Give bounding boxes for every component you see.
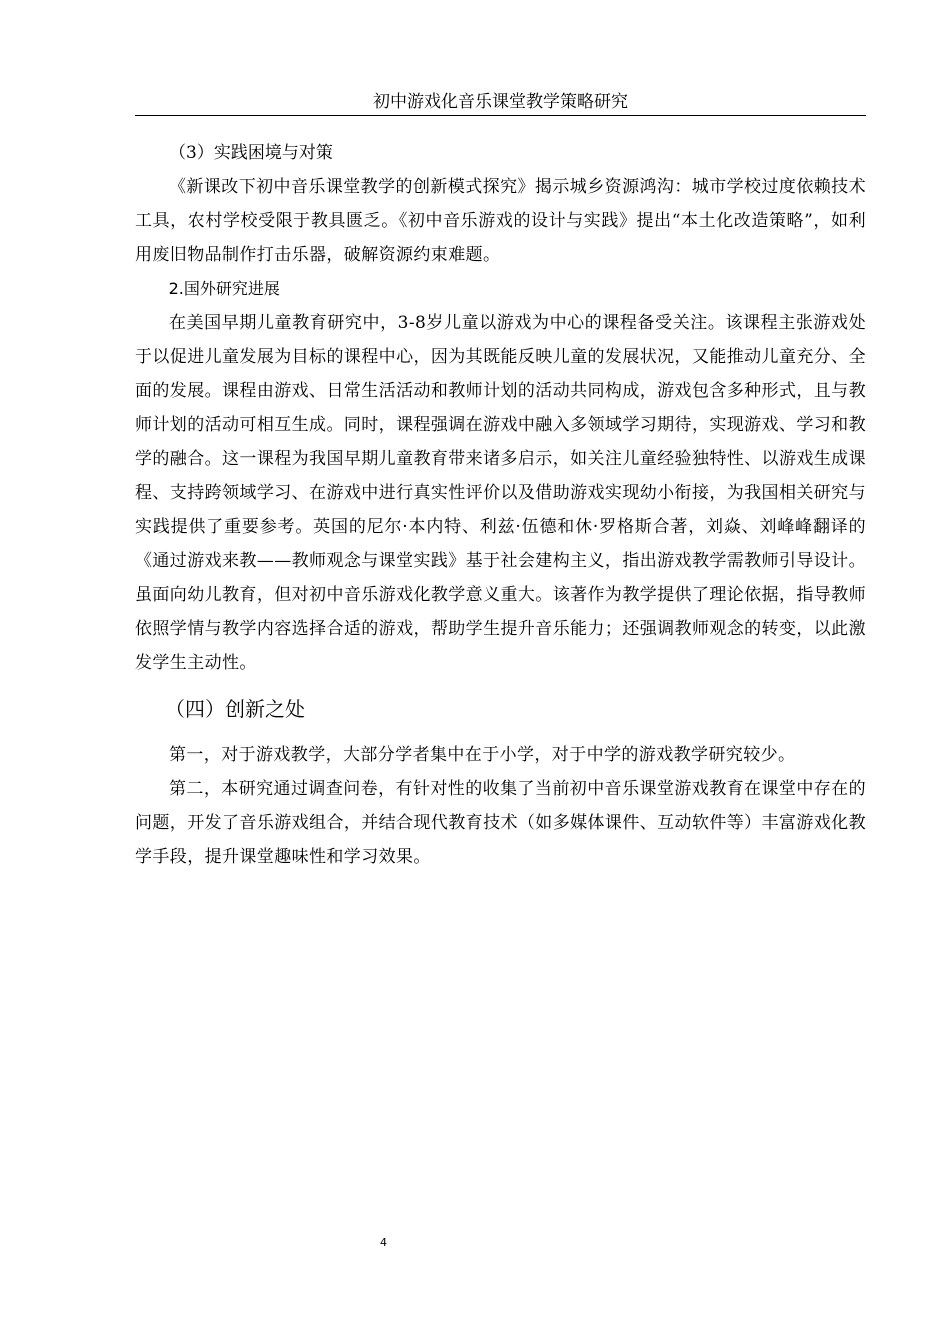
paragraph-foreign-research: 在美国早期儿童教育研究中，3-8岁儿童以游戏为中心的课程备受关注。该课程主张游戏处于以促进儿童发展为目标的课程中心，因为其既能反映儿童的发展状况，又能推动儿童充分、全面的发展。课程由游戏、日常生活活动和教师计划的活动共同构成，游戏包含多种形式，且与教师计划的活动可相互生成。同时，课程强调在游戏中融入多领域学习期待，实现游戏、学习和教学的融合。这一课程为我国早期儿童教育带来诸多启示，如关注儿童经验独特性、以游戏生成课程、支持跨领域学习、在游戏中进行真实性评价以及借助游戏实现幼小衔接，为我国相关研究与实践提供了重要参考。英国的尼尔·本内特、利兹·伍德和休·罗格斯合著，刘焱、刘峰峰翻译的《通过游戏来教——教师观念与课堂实践》基于社会建构主义，指出游戏教学需教师引导设计。虽面向幼儿教育，但对初中音乐游戏化教学意义重大。该著作为教学提供了理论依据，指导教师依照学情与教学内容选择合适的游戏，帮助学生提升音乐能力；还强调教师观念的转变，以此激发学生主动性。 <box>135 313 866 673</box>
section-heading-innovations: （四）创新之处 <box>165 697 305 721</box>
paragraph-innovation-first: 第一，对于游戏教学，大部分学者集中在于小学，对于中学的游戏教学研究较少。 <box>169 745 796 765</box>
header-rule <box>135 115 866 116</box>
running-header: 初中游戏化音乐课堂教学策略研究 <box>373 92 628 112</box>
subsection-heading-foreign-research: 2.国外研究进展 <box>168 279 280 298</box>
body-text <box>135 136 866 874</box>
paragraph-practice-dilemmas: 《新课改下初中音乐课堂教学的创新模式探究》揭示城乡资源鸿沟：城市学校过度依赖技术工具，农村学校受限于教具匮乏。《初中音乐游戏的设计与实践》提出“本土化改造策略”，如利用废旧物品制作打击乐器，破解资源约束难题。 <box>135 177 866 265</box>
paragraph-innovation-second: 第二，本研究通过调查问卷，有针对性的收集了当前初中音乐课堂游戏教育在课堂中存在的问题，开发了音乐游戏组合，并结合现代教育技术（如多媒体课件、互动软件等）丰富游戏化教学手段，提升课堂趣味性和学习效果。 <box>135 779 866 867</box>
page-number: 4 <box>380 1236 387 1249</box>
subsection-heading-practice-dilemmas: （3）实践困境与对策 <box>169 143 333 163</box>
